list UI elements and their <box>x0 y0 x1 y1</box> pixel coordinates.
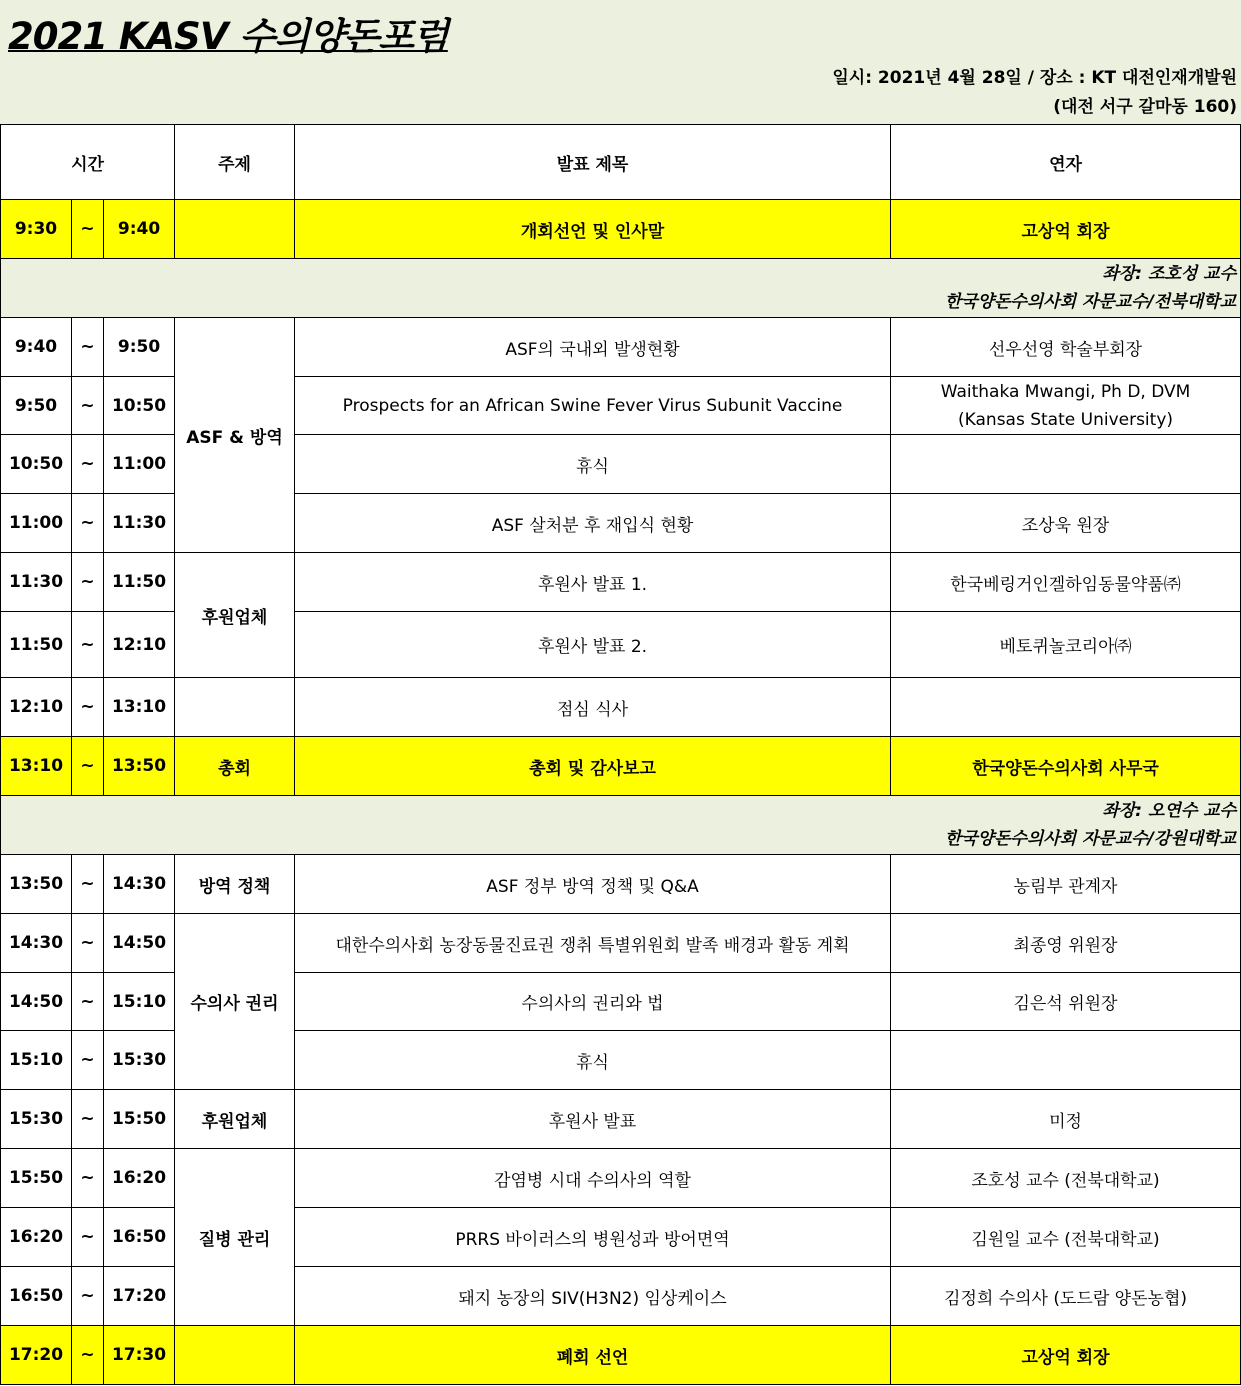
time-separator: ~ <box>72 377 104 435</box>
end-time: 9:50 <box>104 318 175 377</box>
time-separator: ~ <box>72 1149 104 1208</box>
start-time: 11:00 <box>1 494 72 553</box>
time-separator: ~ <box>72 494 104 553</box>
table-row <box>1 553 1241 612</box>
speaker: 한국양돈수의사회 사무국 <box>891 737 1241 796</box>
chair-affiliation: 한국양돈수의사회 자문교수/전북대학교 <box>944 292 1237 312</box>
topic-cell: 질병 관리 <box>175 1149 295 1326</box>
event-date-venue: 일시: 2021년 4월 28일 / 장소 : KT 대전인재개발원 <box>832 68 1237 88</box>
presentation-title: 후원사 발표 1. <box>295 553 891 612</box>
start-time: 15:50 <box>1 1149 72 1208</box>
end-time: 11:30 <box>104 494 175 553</box>
time-separator: ~ <box>72 914 104 973</box>
start-time: 15:30 <box>1 1090 72 1149</box>
end-time: 14:30 <box>104 855 175 914</box>
start-time: 9:30 <box>1 200 72 259</box>
chair-row <box>1 796 1241 855</box>
start-time: 9:50 <box>1 377 72 435</box>
presentation-title: ASF의 국내외 발생현황 <box>295 318 891 377</box>
presentation-title: Prospects for an African Swine Fever Virus Subunit Vaccine <box>295 377 891 435</box>
end-time: 11:00 <box>104 435 175 494</box>
speaker-name: Waithaka Mwangi, Ph D, DVM <box>940 381 1191 402</box>
speaker: 조상욱 원장 <box>891 494 1241 553</box>
speaker <box>891 1031 1241 1090</box>
table-row <box>1 1090 1241 1149</box>
time-separator: ~ <box>72 1090 104 1149</box>
end-time: 15:10 <box>104 973 175 1031</box>
speaker: 선우선영 학술부회장 <box>891 318 1241 377</box>
presentation-title: 수의사의 권리와 법 <box>295 973 891 1031</box>
start-time: 13:50 <box>1 855 72 914</box>
speaker <box>891 377 1241 435</box>
time-separator: ~ <box>72 200 104 259</box>
header-time: 시간 <box>1 125 175 200</box>
presentation-title: 개회선언 및 인사말 <box>295 200 891 259</box>
topic-cell <box>175 678 295 737</box>
start-time: 11:50 <box>1 612 72 678</box>
speaker-affiliation: (Kansas State University) <box>958 409 1174 430</box>
start-time: 14:30 <box>1 914 72 973</box>
header-topic: 주제 <box>175 125 295 200</box>
time-separator: ~ <box>72 855 104 914</box>
presentation-title: 총회 및 감사보고 <box>295 737 891 796</box>
speaker: 미정 <box>891 1090 1241 1149</box>
topic-cell: 수의사 권리 <box>175 914 295 1090</box>
presentation-title: 감염병 시대 수의사의 역할 <box>295 1149 891 1208</box>
time-separator: ~ <box>72 435 104 494</box>
table-row <box>1 678 1241 737</box>
table-row <box>1 855 1241 914</box>
speaker: 고상억 회장 <box>891 200 1241 259</box>
time-separator: ~ <box>72 1326 104 1385</box>
start-time: 12:10 <box>1 678 72 737</box>
table-row <box>1 318 1241 377</box>
end-time: 13:50 <box>104 737 175 796</box>
topic-cell <box>175 200 295 259</box>
end-time: 16:20 <box>104 1149 175 1208</box>
start-time: 10:50 <box>1 435 72 494</box>
speaker: 고상억 회장 <box>891 1326 1241 1385</box>
event-address: (대전 서구 갈마동 160) <box>1053 97 1237 117</box>
presentation-title: 후원사 발표 2. <box>295 612 891 678</box>
header-presentation: 발표 제목 <box>295 125 891 200</box>
table-row <box>1 914 1241 973</box>
table-row <box>1 1326 1241 1385</box>
presentation-title: 휴식 <box>295 435 891 494</box>
time-separator: ~ <box>72 612 104 678</box>
page-title: 2021 KASV 수의양돈포럼 <box>8 15 448 58</box>
presentation-title: ASF 정부 방역 정책 및 Q&A <box>295 855 891 914</box>
speaker: 김은석 위원장 <box>891 973 1241 1031</box>
chair-row <box>1 259 1241 318</box>
chair-name: 좌장: 오연수 교수 <box>1102 801 1237 821</box>
header-speaker: 연자 <box>891 125 1241 200</box>
speaker: 김정희 수의사 (도드람 양돈농협) <box>891 1267 1241 1326</box>
end-time: 13:10 <box>104 678 175 737</box>
time-separator: ~ <box>72 318 104 377</box>
start-time: 16:50 <box>1 1267 72 1326</box>
start-time: 17:20 <box>1 1326 72 1385</box>
speaker: 농림부 관계자 <box>891 855 1241 914</box>
end-time: 16:50 <box>104 1208 175 1267</box>
start-time: 16:20 <box>1 1208 72 1267</box>
chair-affiliation: 한국양돈수의사회 자문교수/강원대학교 <box>944 829 1237 849</box>
topic-cell: 총회 <box>175 737 295 796</box>
topic-cell: 후원업체 <box>175 1090 295 1149</box>
presentation-title: 휴식 <box>295 1031 891 1090</box>
topic-cell: 후원업체 <box>175 553 295 678</box>
presentation-title: 점심 식사 <box>295 678 891 737</box>
end-time: 10:50 <box>104 377 175 435</box>
time-separator: ~ <box>72 1267 104 1326</box>
start-time: 11:30 <box>1 553 72 612</box>
end-time: 15:30 <box>104 1031 175 1090</box>
presentation-title: 대한수의사회 농장동물진료권 쟁취 특별위원회 발족 배경과 활동 계획 <box>295 914 891 973</box>
time-separator: ~ <box>72 1208 104 1267</box>
presentation-title: PRRS 바이러스의 병원성과 방어면역 <box>295 1208 891 1267</box>
start-time: 13:10 <box>1 737 72 796</box>
start-time: 9:40 <box>1 318 72 377</box>
presentation-title: 폐회 선언 <box>295 1326 891 1385</box>
topic-cell <box>175 1326 295 1385</box>
speaker: 베토퀴놀코리아㈜ <box>891 612 1241 678</box>
presentation-title: ASF 살처분 후 재입식 현황 <box>295 494 891 553</box>
speaker <box>891 435 1241 494</box>
table-row <box>1 1149 1241 1208</box>
start-time: 14:50 <box>1 973 72 1031</box>
end-time: 17:20 <box>104 1267 175 1326</box>
start-time: 15:10 <box>1 1031 72 1090</box>
chair-name: 좌장: 조호성 교수 <box>1102 264 1237 284</box>
time-separator: ~ <box>72 678 104 737</box>
end-time: 17:30 <box>104 1326 175 1385</box>
speaker: 김원일 교수 (전북대학교) <box>891 1208 1241 1267</box>
topic-cell: ASF & 방역 <box>175 318 295 553</box>
schedule-table <box>0 124 1241 1385</box>
speaker <box>891 678 1241 737</box>
time-separator: ~ <box>72 553 104 612</box>
table-row <box>1 737 1241 796</box>
time-separator: ~ <box>72 1031 104 1090</box>
end-time: 11:50 <box>104 553 175 612</box>
topic-cell: 방역 정책 <box>175 855 295 914</box>
presentation-title: 후원사 발표 <box>295 1090 891 1149</box>
table-row <box>1 200 1241 259</box>
table-header-row <box>1 125 1241 200</box>
speaker: 조호성 교수 (전북대학교) <box>891 1149 1241 1208</box>
time-separator: ~ <box>72 737 104 796</box>
speaker: 최종영 위원장 <box>891 914 1241 973</box>
presentation-title: 돼지 농장의 SIV(H3N2) 임상케이스 <box>295 1267 891 1326</box>
end-time: 12:10 <box>104 612 175 678</box>
end-time: 14:50 <box>104 914 175 973</box>
end-time: 15:50 <box>104 1090 175 1149</box>
speaker: 한국베링거인겔하임동물약품㈜ <box>891 553 1241 612</box>
time-separator: ~ <box>72 973 104 1031</box>
end-time: 9:40 <box>104 200 175 259</box>
